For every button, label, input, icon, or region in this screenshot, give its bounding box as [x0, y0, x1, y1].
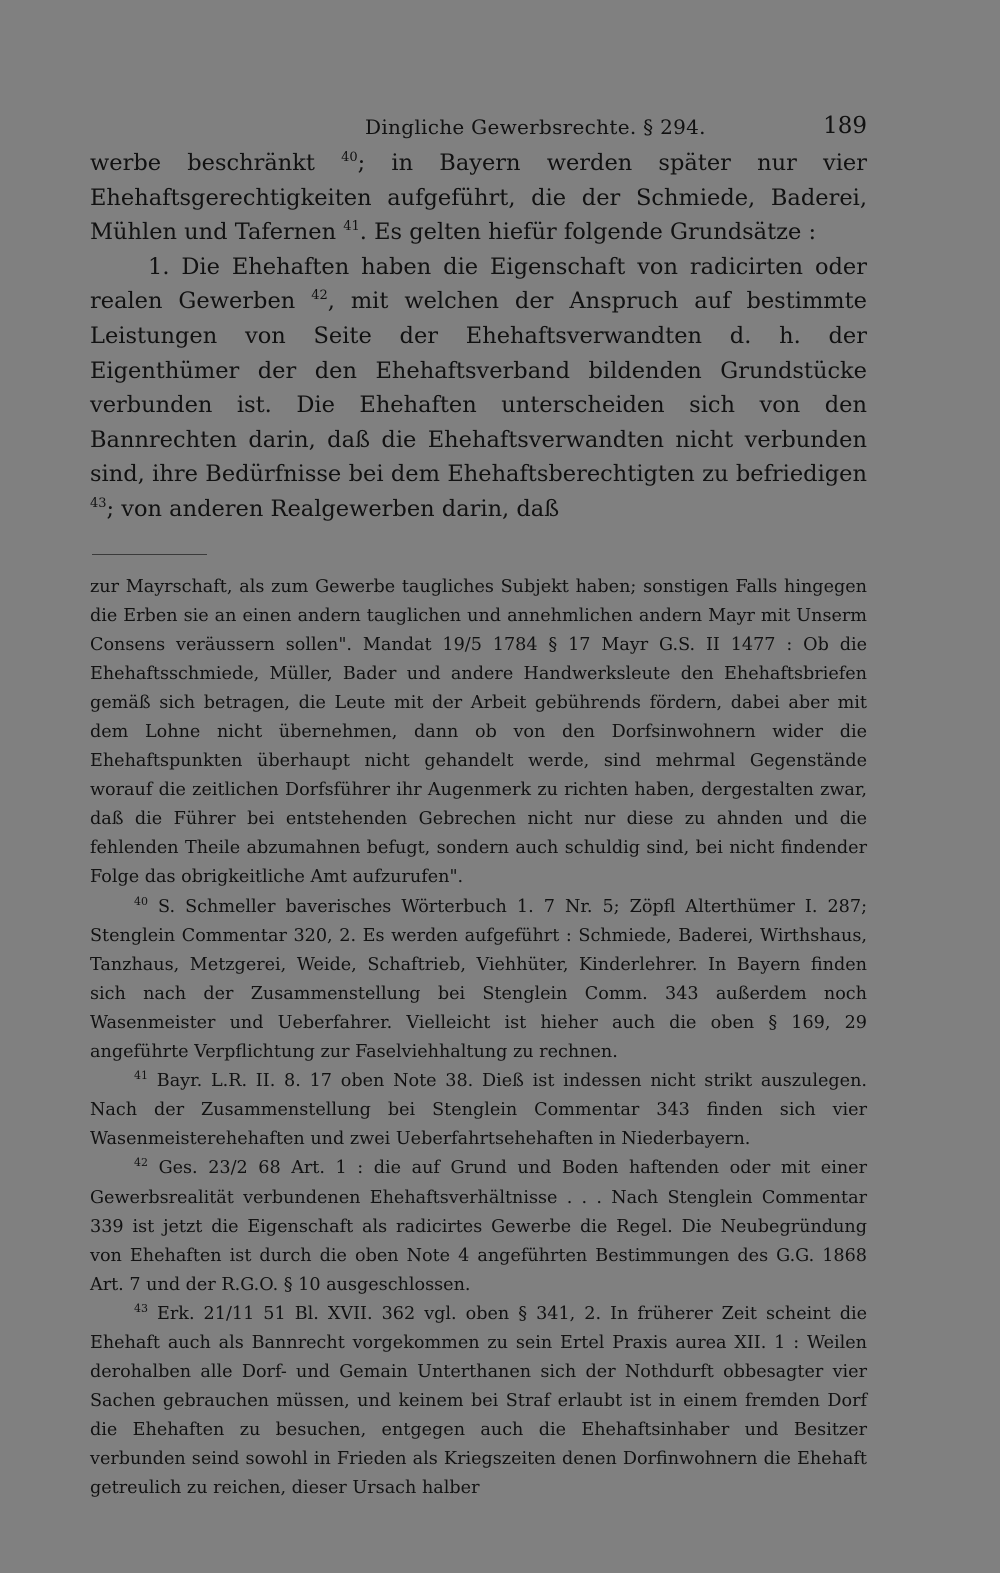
footnote-43: [90, 1300, 867, 1504]
text-run: werbe beschränkt: [90, 150, 315, 176]
footnotes: [90, 573, 867, 1504]
footnote-40: [90, 893, 867, 1068]
footnote-separator: [92, 554, 207, 555]
footnote-41: [90, 1067, 867, 1154]
main-text: [90, 146, 867, 527]
text-run: . Es gelten hiefür folgende Grundsätze :: [359, 219, 817, 246]
footnote-number: 43: [134, 1301, 148, 1315]
footnote-ref-40: 40: [341, 150, 358, 165]
footnote-text: Bayr. L.R. II. 8. 17 oben Note 38. Dieß ist indessen nicht strikt auszulegen. Nach der Zusammenstellung bei Stenglein Commentar 343 finden sich vier Wasenmeisterehehaften und zwei Ueberfahrtsehehaften in Niederbayern.: [90, 1071, 868, 1150]
footnote-text: Erk. 21/11 51 Bl. XVII. 362 vgl. oben § 341, 2. In früherer Zeit scheint die Ehehaft auch als Bannrecht vorgekommen zu sein Ertel Praxis aurea XII. 1 : Weilen derohalben alle Dorf- und Gemain Unterthanen sich der Nothdurft obbesagter vier Sachen gebrauchen müssen, und keinem bei Straf erlaubt ist in einem fremden Dorf die Ehehaften zu besuchen, entgegen auch die Ehehaftsinhaber und Besitzer verbunden seind sowohl in Frieden als Kriegszeiten denen Dorfinwohnern die Ehehaft getreulich zu reichen, dieser Ursach halber: [90, 1303, 868, 1499]
footnote-ref-41: 41: [343, 219, 360, 235]
running-head: Dingliche Gewerbsrechte. § 294.: [365, 115, 706, 139]
footnote-number: 40: [134, 894, 148, 908]
footnote-ref-43: 43: [90, 495, 107, 511]
footnote-text: S. Schmeller baverisches Wörterbuch 1. 7 Nr. 5; Zöpfl Alterthümer I. 287; Stenglein Commentar 320, 2. Es werden aufgeführt : Schmiede, Baderei, Wirthshaus, Tanzhaus, Metzgerei, Weide, Schaftrieb, Viehhüter, Kinderlehrer. In Bayern finden sich nach der Zusammenstellung bei Stenglein Comm. 343 außerdem noch Wasenmeister und Ueberfahrer. Vielleicht ist hieher auch die oben § 169, 29 angeführte Verpflichtung zur Faselviehhaltung zu rechnen.: [90, 896, 867, 1063]
page-number: 189: [823, 113, 867, 139]
text-run: ; von anderen Realgewerben darin, daß: [106, 495, 560, 522]
footnote-continued: zur Mayrschaft, als zum Gewerbe taugliches Subjekt haben; sonstigen Falls hingegen die Erben sie an einen andern tauglichen und annehmlichen andern Mayr mit Unserm Consens veräussern sollen". Mandat 19/5 1784 § 17 Mayr G.S. II 1477 : Ob die Ehehaftsschmiede, Müller, Bader und andere Handwerksleute den Ehehaftsbriefen gemäß sich betragen, die Leute mit der Arbeit gebührends fördern, dabei aber mit dem Lohne nicht übernehmen, dann ob von den Dorfsinwohnern wider die Ehehaftspunkten überhaupt nicht gehandelt werde, sind mehrmal Gegenstände worauf die zeitlichen Dorfsführer ihr Augenmerk zu richten haben, dergestalten zwar, daß die Führer bei entstehenden Gebrechen nicht nur diese zu ahnden und die fehlenden Theile abzumahnen befugt, sondern auch schuldig sind, bei nicht findender Folge das obrigkeitliche Amt aufzurufen".: [90, 576, 867, 888]
footnote-ref-42: 42: [311, 288, 328, 304]
paragraph-point-1: [90, 250, 867, 527]
text-run: 1. Die Ehehaften haben die Eigenschaft von radicirten oder realen Gewerben: [90, 253, 867, 315]
footnote-42: [90, 1154, 867, 1299]
footnote-text: Ges. 23/2 68 Art. 1 : die auf Grund und Boden haftenden oder mit einer Gewerbsrealität verbundenen Ehehaftsverhältnisse . . . Nach Stenglein Commentar 339 ist jetzt die Eigenschaft als radicirtes Gewerbe die Regel. Die Neubegründung von Ehehaften ist durch die oben Note 4 angeführten Bestimmungen des G.G. 1868 Art. 7 und der R.G.O. § 10 ausgeschlossen.: [90, 1158, 868, 1295]
text-run: , mit welchen der Anspruch auf bestimmte Leistungen von Seite der Ehehaftsverwandten d. h. der Eigenthümer der den Ehehaftsverband bildenden Grundstücke verbunden ist. Die Ehehaften unterscheiden sich von den Bannrechten darin, daß die Ehehaftsverwandten nicht verbunden sind, ihre Bedürfnisse bei dem Ehehaftsberechtigten zu befriedigen: [90, 288, 867, 488]
page-header: [90, 110, 867, 146]
footnote-number: 41: [134, 1069, 148, 1083]
footnote-number: 42: [134, 1156, 148, 1170]
paragraph-continuation: [90, 146, 867, 250]
text-run: ; in Bayern werden später nur vier Ehehaftsgerechtigkeiten aufgeführt, die der Schmiede, Baderei, Mühlen und Tafernen: [90, 150, 867, 246]
